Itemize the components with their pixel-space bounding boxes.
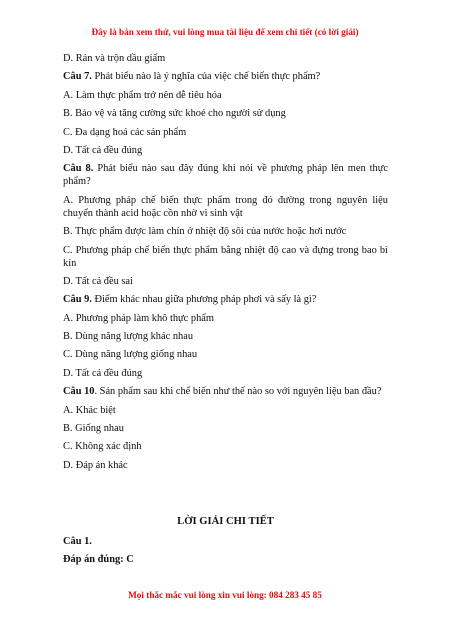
option: D. Tất cả đều sai (63, 275, 133, 287)
question-label: Câu 8. (63, 163, 94, 175)
option: D. Tất cả đều đúng (63, 367, 143, 379)
question-label: Câu 9. (63, 294, 92, 306)
solution-question-label: Câu 1. (63, 535, 92, 547)
option: C. Phương pháp chế biến thực phẩm bằng nhiệt độ cao và đựng trong bao bì kín (63, 244, 388, 269)
question-7 (63, 70, 388, 83)
option: A. Phương pháp làm khô thực phẩm (63, 312, 214, 324)
question-label: Câu 7. (63, 71, 92, 83)
option: A. Phương pháp chế biến thực phẩm trong đó đường trong nguyên liệu chuyển thành acid hoặc cồn nhờ vi sinh vật (63, 194, 388, 219)
option: B. Giống nhau (63, 423, 124, 435)
question-8 (63, 162, 388, 188)
question-label: Câu 10 (63, 386, 95, 398)
previous-option: D. Rán và trộn dầu giấm (63, 53, 166, 64)
solution-heading: LỜI GIẢI CHI TIẾT (177, 515, 274, 527)
question-text: . Sản phẩm sau khi chế biến như thế nào so với nguyên liệu ban đầu? (94, 386, 382, 398)
option: A. Làm thực phẩm trở nên dễ tiêu hóa (63, 89, 222, 101)
option: C. Không xác định (63, 441, 142, 453)
option: C. Đa dạng hoá các sản phẩm (63, 126, 187, 138)
question-text: Phát biểu nào sau đây đúng khi nói về phương pháp lên men thực phẩm? (63, 163, 388, 188)
option: D. Đáp án khác (63, 459, 128, 471)
contact-banner: Mọi thắc mắc vui lòng xin vui lòng: 084 283 45 85 (128, 590, 322, 600)
preview-banner: Đây là bản xem thử, vui lòng mua tài liệu để xem chi tiết (có lời giải) (91, 27, 359, 37)
option: D. Tất cả đều đúng (63, 144, 143, 156)
question-10 (63, 385, 388, 398)
question-9 (63, 293, 388, 306)
option: B. Bảo vệ và tăng cường sức khoẻ cho người sử dụng (63, 108, 286, 120)
option: C. Dùng năng lượng giống nhau (63, 349, 198, 361)
question-text: Phát biểu nào là ý nghĩa của việc chế biến thực phẩm? (91, 71, 321, 83)
option: B. Dùng năng lượng khác nhau (63, 331, 194, 343)
option: B. Thực phẩm được làm chín ở nhiệt độ sôi của nước hoặc hơi nước (63, 226, 347, 238)
document-body (63, 52, 388, 572)
solution-answer: Đáp án đúng: C (63, 554, 134, 566)
question-text: Điểm khác nhau giữa phương pháp phơi và sấy là gì? (91, 294, 317, 306)
option: A. Khác biệt (63, 404, 116, 416)
